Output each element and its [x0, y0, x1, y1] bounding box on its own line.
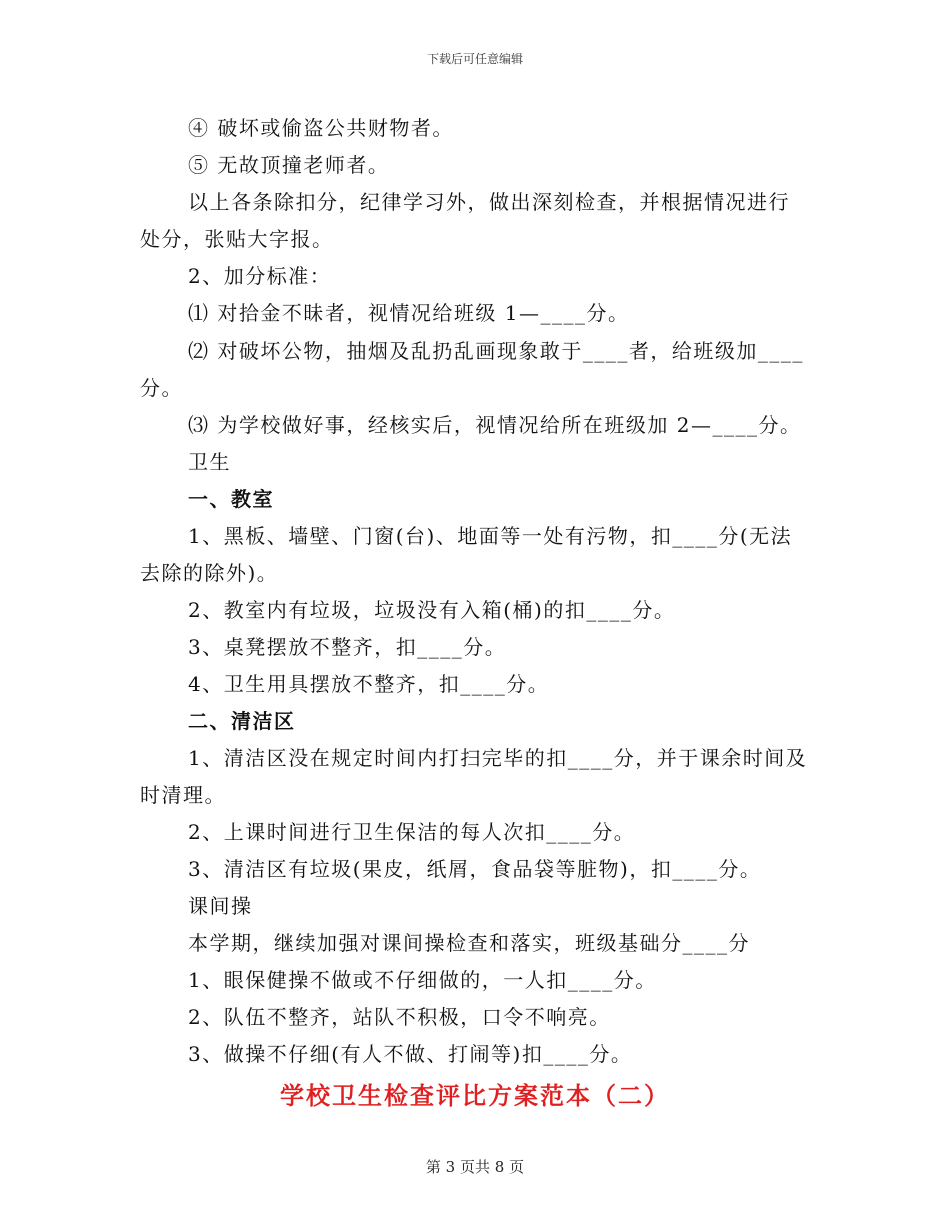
section-heading: 卫生 [188, 450, 231, 474]
section-heading: 课间操 [188, 894, 253, 918]
text-line: 3、清洁区有垃圾(果皮，纸屑，食品袋等脏物)，扣____分。 [188, 857, 762, 881]
text-line: ⑤ 无故顶撞老师者。 [188, 153, 390, 177]
text-line: 去除的除外)。 [140, 561, 279, 585]
text-line: 2、队伍不整齐，站队不积极，口令不响亮。 [188, 1005, 611, 1029]
text-line: ④ 破坏或偷盗公共财物者。 [188, 116, 454, 140]
text-line: 时清理。 [140, 783, 226, 807]
section-heading: 一、教室 [188, 487, 274, 511]
text-line: 3、桌凳摆放不整齐，扣____分。 [188, 635, 507, 659]
text-line: 4、卫生用具摆放不整齐，扣____分。 [188, 672, 550, 696]
text-line: 分。 [140, 376, 183, 400]
page-header: 下载后可任意编辑 [426, 52, 523, 66]
text-line: ⑴ 对拾金不昧者，视情况给班级 1—____分。 [188, 301, 630, 325]
document-title: 学校卫生检查评比方案范本（二） [280, 1081, 670, 1110]
text-line: 本学期，继续加强对课间操检查和落实，班级基础分____分 [188, 931, 750, 955]
text-line: 3、做操不仔细(有人不做、打闹等)扣____分。 [188, 1042, 633, 1066]
section-heading: 二、清洁区 [188, 709, 296, 733]
text-line: 处分，张贴大字报。 [140, 227, 334, 251]
text-line: 2、加分标准： [188, 264, 332, 288]
text-line: 1、眼保健操不做或不仔细做的，一人扣____分。 [188, 968, 657, 992]
page-footer: 第 3 页共 8 页 [425, 1158, 525, 1176]
text-line: 1、清洁区没在规定时间内打扫完毕的扣____分，并于课余时间及 [188, 746, 808, 770]
text-line: 1、黑板、墙壁、门窗(台)、地面等一处有污物，扣____分(无法 [188, 524, 793, 548]
text-line: 以上各条除扣分，纪律学习外，做出深刻检查，并根据情况进行 [188, 190, 790, 214]
text-line: ⑶ 为学校做好事，经核实后，视情况给所在班级加 2—____分。 [188, 413, 802, 437]
text-line: 2、上课时间进行卫生保洁的每人次扣____分。 [188, 820, 636, 844]
text-line: 2、教室内有垃圾，垃圾没有入箱(桶)的扣____分。 [188, 598, 676, 622]
text-line: ⑵ 对破坏公物，抽烟及乱扔乱画现象敢于____者，给班级加____ [188, 339, 804, 363]
